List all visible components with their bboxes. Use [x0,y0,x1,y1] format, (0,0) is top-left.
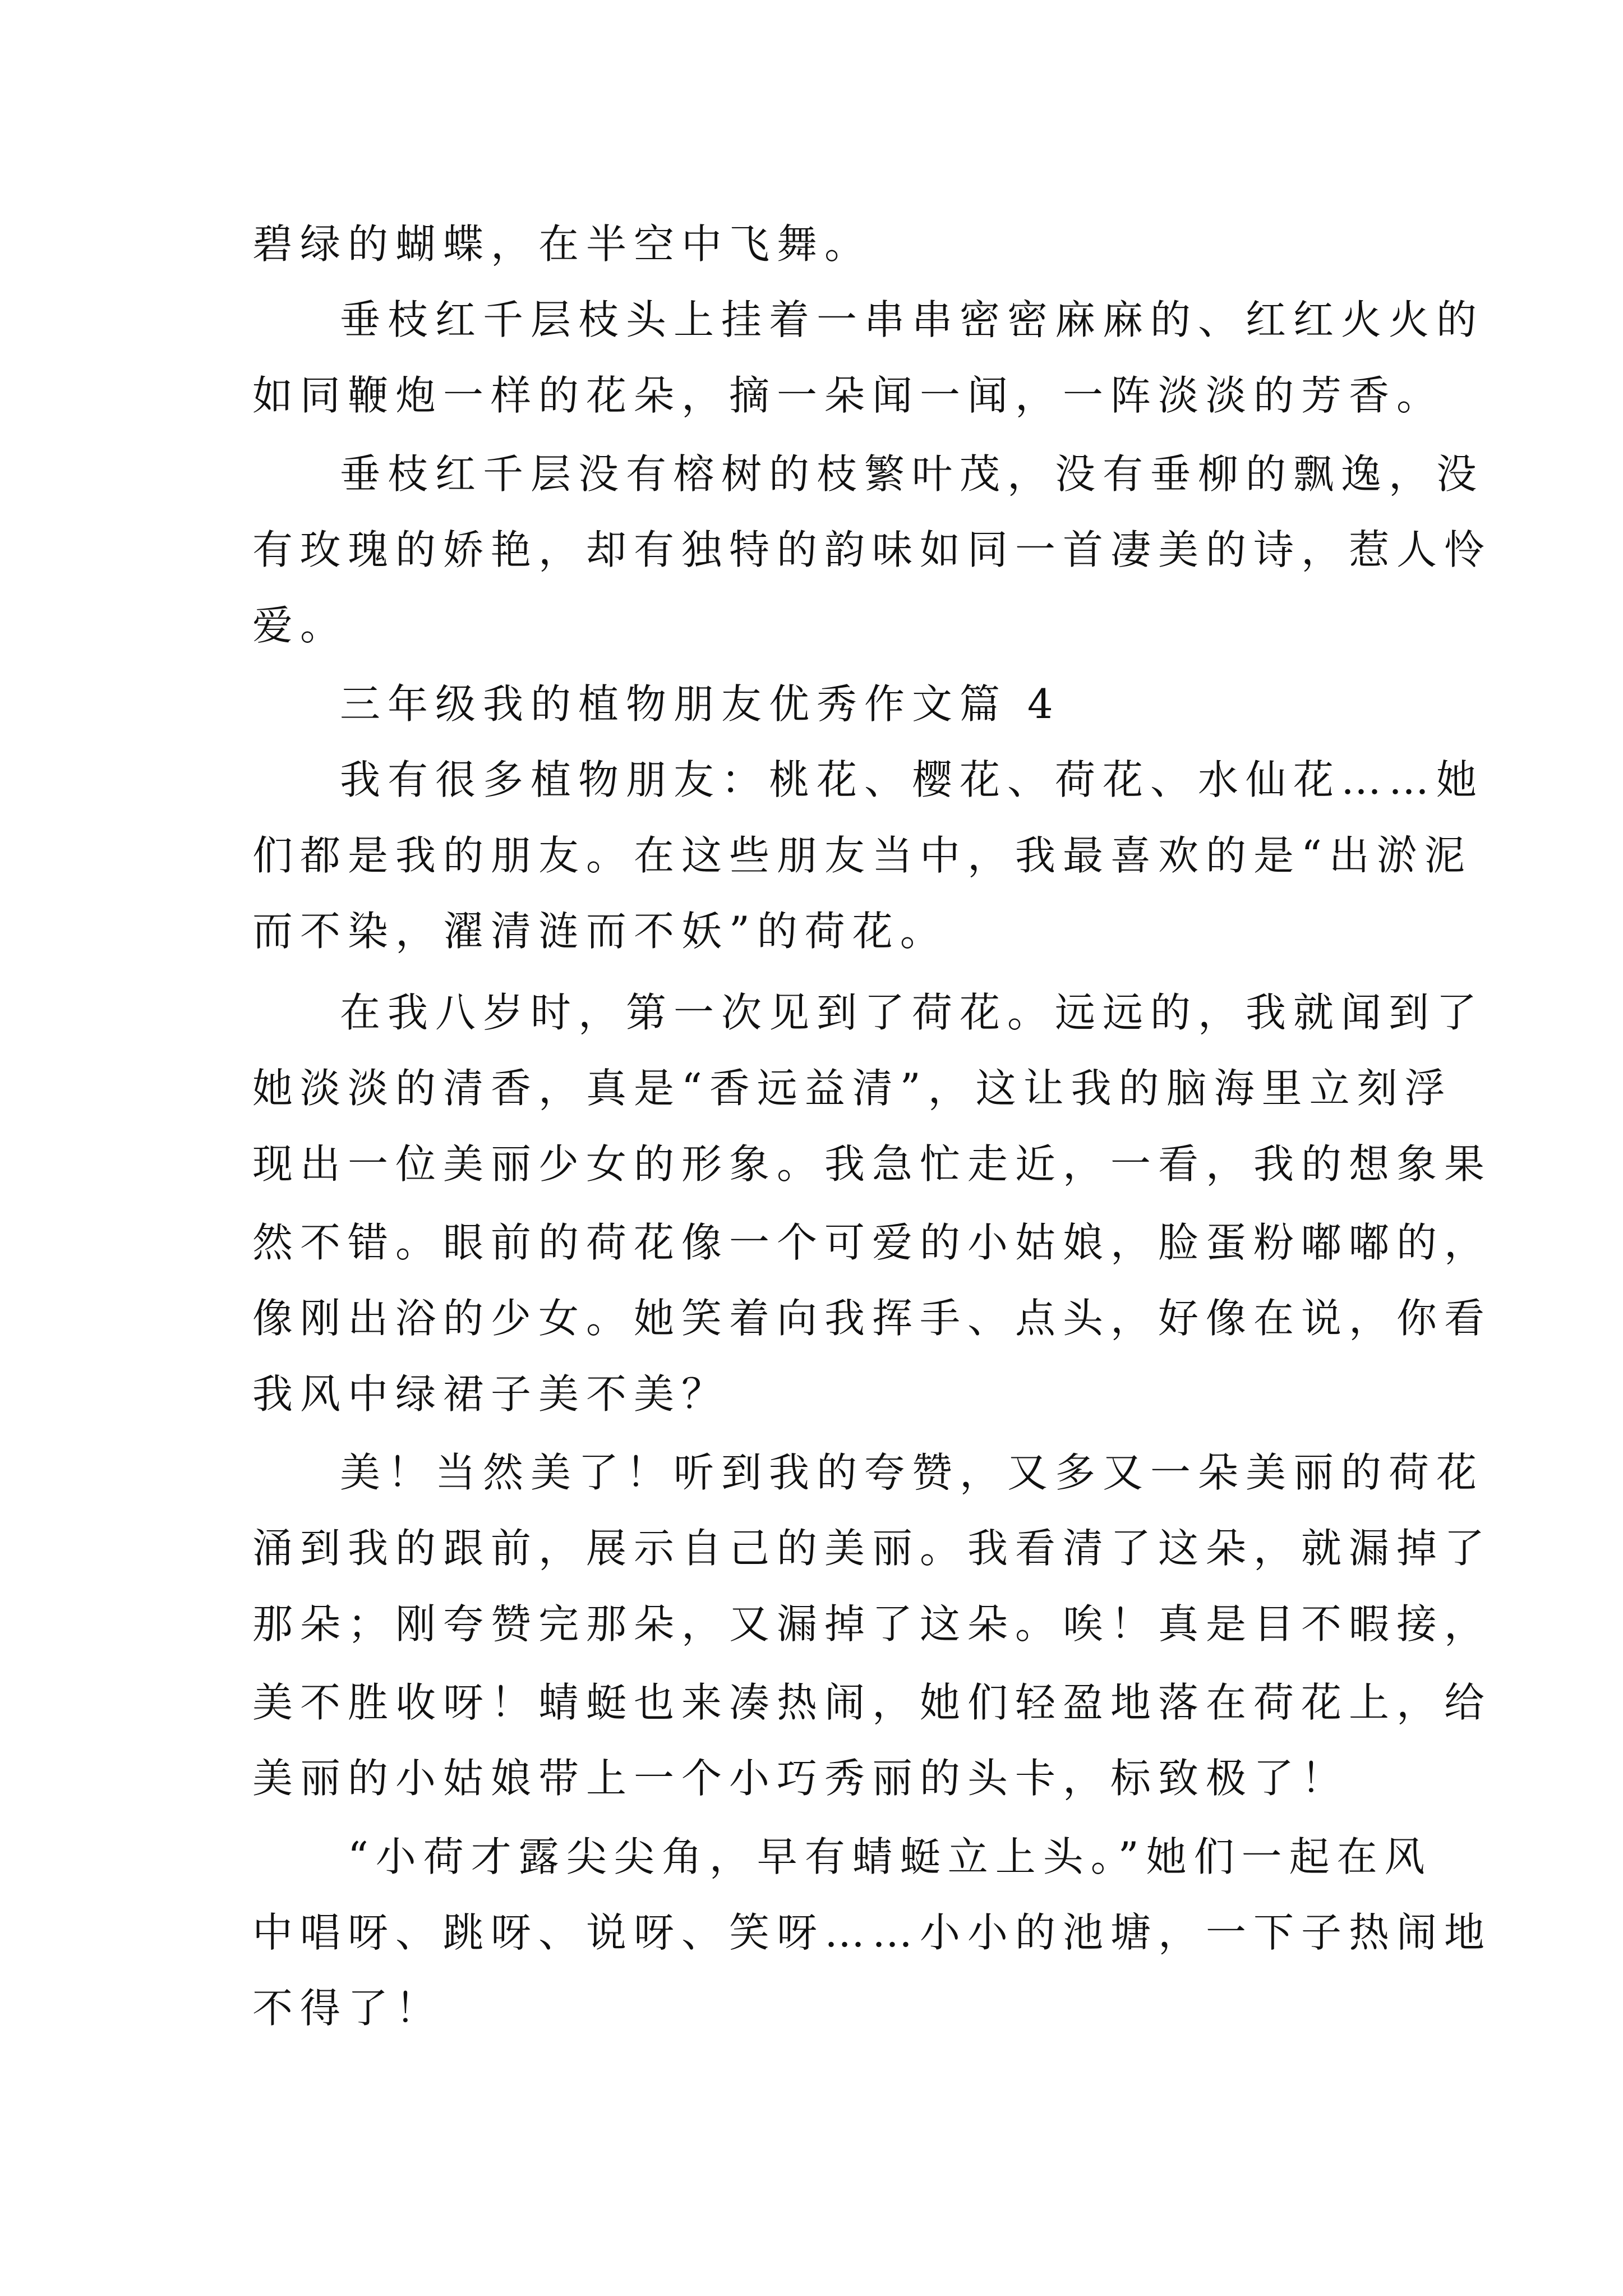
text-line-8: 我有很多植物朋友：桃花、樱花、荷花、水仙花……她 [340,756,1484,803]
text-line-18: 涌到我的跟前，展示自己的美丽。我看清了这朵，就漏掉了 [252,1525,1492,1572]
text-line-11: 在我八岁时，第一次见到了荷花。远远的，我就闻到了 [340,989,1484,1036]
text-line-1: 碧绿的蝴蝶，在半空中飞舞。 [252,220,873,268]
text-line-22: “小荷才露尖尖角，早有蜻蜓立上头。”她们一起在风 [348,1833,1432,1880]
text-line-5: 有玫瑰的娇艳，却有独特的韵味如同一首凄美的诗，惹人怜 [252,526,1492,573]
text-line-19: 那朵；刚夸赞完那朵，又漏掉了这朵。唉！真是目不暇接， [252,1600,1492,1648]
text-line-17: 美！当然美了！听到我的夸赞，又多又一朵美丽的荷花 [340,1449,1484,1496]
text-line-4: 垂枝红千层没有榕树的枝繁叶茂，没有垂柳的飘逸，没 [340,450,1484,498]
text-line-21: 美丽的小姑娘带上一个小巧秀丽的头卡，标致极了！ [252,1755,1349,1802]
text-line-15: 像刚出浴的少女。她笑着向我挥手、点头，好像在说，你看 [252,1295,1492,1342]
text-line-3: 如同鞭炮一样的花朵，摘一朵闻一闻，一阵淡淡的芳香。 [252,372,1445,419]
text-line-10: 而不染，濯清涟而不妖”的荷花。 [252,908,948,955]
text-line-12: 她淡淡的清香，真是“香远益清”，这让我的脑海里立刻浮 [252,1065,1453,1112]
text-line-14: 然不错。眼前的荷花像一个可爱的小姑娘，脸蛋粉嘟嘟的， [252,1219,1492,1266]
text-line-2: 垂枝红千层枝头上挂着一串串密密麻麻的、红红火火的 [340,296,1484,343]
text-line-13: 现出一位美丽少女的形象。我急忙走近，一看，我的想象果 [252,1140,1492,1188]
text-line-16: 我风中绿裙子美不美？ [252,1370,730,1418]
section-heading: 三年级我的植物朋友优秀作文篇 4 [340,680,1061,728]
text-line-20: 美不胜收呀！蜻蜓也来凑热闹，她们轻盈地落在荷花上，给 [252,1679,1492,1726]
text-line-9: 们都是我的朋友。在这些朋友当中，我最喜欢的是“出淤泥 [252,832,1472,879]
text-line-24: 不得了！ [252,1985,444,2032]
text-line-6: 爱。 [252,602,348,649]
text-line-23: 中唱呀、跳呀、说呀、笑呀……小小的池塘，一下子热闹地 [252,1909,1492,1956]
